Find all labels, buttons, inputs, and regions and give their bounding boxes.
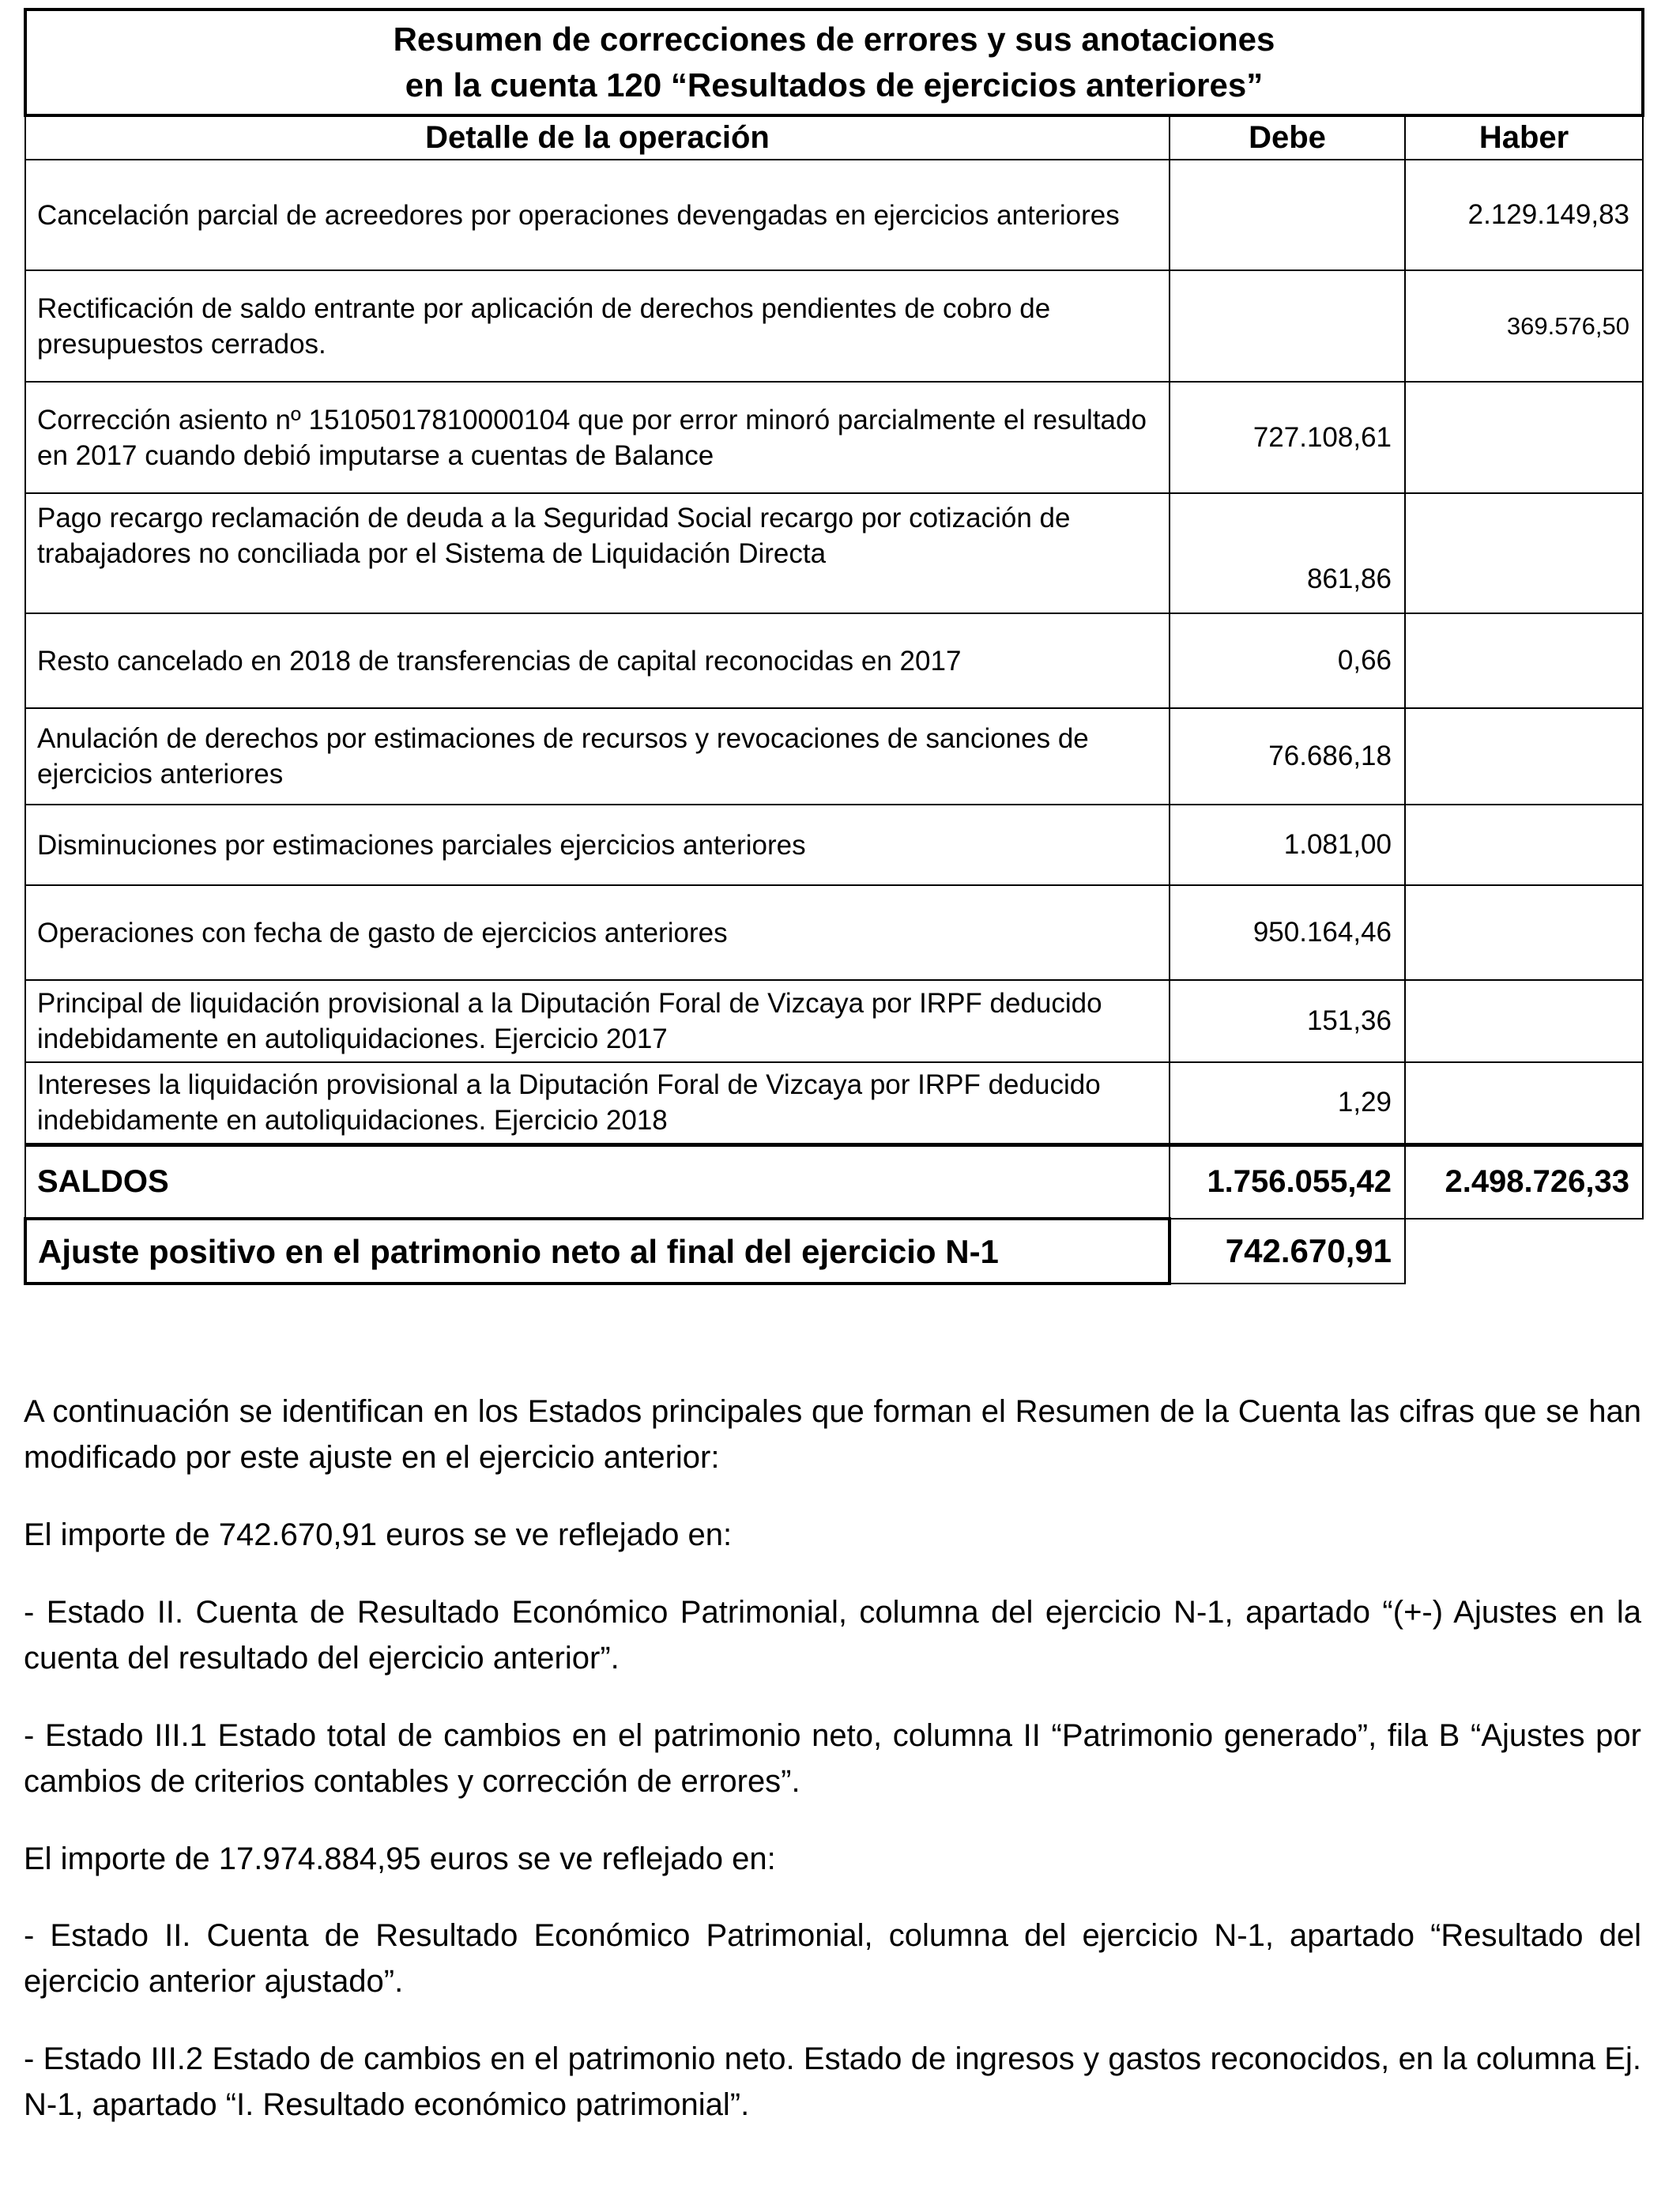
table-row xyxy=(25,493,1643,613)
row-debe: 861,86 xyxy=(1170,493,1405,613)
row-detalle: Intereses la liquidación provisional a la Diputación Foral de Vizcaya por IRPF deducido indebidamente en autoliquidaciones. Ejercicio 2018 xyxy=(25,1062,1170,1144)
table-row xyxy=(25,708,1643,805)
row-debe: 1.081,00 xyxy=(1170,805,1405,885)
row-detalle: Pago recargo reclamación de deuda a la Seguridad Social recargo por cotización de trabajadores no conciliada por el Sistema de Liquidación Directa xyxy=(25,493,1170,613)
row-detalle: Operaciones con fecha de gasto de ejercicios anteriores xyxy=(25,885,1170,980)
paragraph: El importe de 17.974.884,95 euros se ve reflejado en: xyxy=(24,1842,776,1876)
ajuste-label: Ajuste positivo en el patrimonio neto al final del ejercicio N-1 xyxy=(25,1219,1170,1284)
table-row xyxy=(25,885,1643,980)
row-haber xyxy=(1405,885,1643,980)
row-haber xyxy=(1405,613,1643,708)
saldos-debe: 1.756.055,42 xyxy=(1170,1144,1405,1219)
row-detalle: Disminuciones por estimaciones parciales ejercicios anteriores xyxy=(25,805,1170,885)
ajuste-empty-cell xyxy=(1405,1219,1643,1284)
ajuste-row xyxy=(25,1219,1643,1284)
header-haber: Haber xyxy=(1405,115,1643,160)
row-detalle: Rectificación de saldo entrante por aplicación de derechos pendientes de cobro de presupuestos cerrados. xyxy=(25,270,1170,382)
row-debe: 727.108,61 xyxy=(1170,382,1405,493)
row-debe: 1,29 xyxy=(1170,1062,1405,1144)
row-haber xyxy=(1405,805,1643,885)
table-row xyxy=(25,270,1643,382)
paragraph: - Estado II. Cuenta de Resultado Económico Patrimonial, columna del ejercicio N-1, apartado “(+-) Ajustes en la cuenta del resultado del ejercicio anterior”. xyxy=(24,1595,1641,1676)
saldos-haber: 2.498.726,33 xyxy=(1405,1144,1643,1219)
saldos-row xyxy=(25,1144,1643,1219)
row-debe xyxy=(1170,270,1405,382)
row-haber xyxy=(1405,708,1643,805)
row-haber: 2.129.149,83 xyxy=(1405,160,1643,270)
paragraph: El importe de 742.670,91 euros se ve reflejado en: xyxy=(24,1517,733,1552)
table-title-line-1: Resumen de correcciones de errores y sus anotaciones xyxy=(393,21,1275,58)
table-row xyxy=(25,382,1643,493)
table-row xyxy=(25,160,1643,270)
row-haber xyxy=(1405,1062,1643,1144)
row-detalle: Anulación de derechos por estimaciones de recursos y revocaciones de sanciones de ejercicios anteriores xyxy=(25,708,1170,805)
table-title-row xyxy=(25,9,1643,115)
row-debe: 0,66 xyxy=(1170,613,1405,708)
table-row xyxy=(25,980,1643,1062)
corrections-table xyxy=(24,8,1644,1285)
row-debe xyxy=(1170,160,1405,270)
table-row xyxy=(25,1062,1643,1144)
header-detalle: Detalle de la operación xyxy=(25,115,1170,160)
row-detalle: Cancelación parcial de acreedores por operaciones devengadas en ejercicios anteriores xyxy=(25,160,1170,270)
table-row xyxy=(25,805,1643,885)
table-title-line-2: en la cuenta 120 “Resultados de ejercicios anteriores” xyxy=(405,66,1264,104)
row-detalle: Resto cancelado en 2018 de transferencias de capital reconocidas en 2017 xyxy=(25,613,1170,708)
row-haber: 369.576,50 xyxy=(1405,270,1643,382)
header-debe: Debe xyxy=(1170,115,1405,160)
table-row xyxy=(25,613,1643,708)
ajuste-value: 742.670,91 xyxy=(1170,1219,1405,1284)
row-haber xyxy=(1405,382,1643,493)
table-header-row xyxy=(25,115,1643,160)
row-debe: 76.686,18 xyxy=(1170,708,1405,805)
paragraph: A continuación se identifican en los Estados principales que forman el Resumen de la Cuenta las cifras que se han modificado por este ajuste en el ejercicio anterior: xyxy=(24,1394,1641,1475)
row-haber xyxy=(1405,980,1643,1062)
row-haber xyxy=(1405,493,1643,613)
row-detalle: Principal de liquidación provisional a la Diputación Foral de Vizcaya por IRPF deducido indebidamente en autoliquidaciones. Ejercicio 2017 xyxy=(25,980,1170,1062)
row-debe: 950.164,46 xyxy=(1170,885,1405,980)
paragraph: - Estado III.2 Estado de cambios en el patrimonio neto. Estado de ingresos y gastos reconocidos, en la columna Ej. N-1, apartado “I. Resultado económico patrimonial”. xyxy=(24,2041,1641,2122)
table-title xyxy=(25,9,1643,115)
saldos-label: SALDOS xyxy=(25,1144,1170,1219)
paragraph: - Estado III.1 Estado total de cambios en el patrimonio neto, columna II “Patrimonio generado”, fila B “Ajustes por cambios de criterios contables y corrección de errores”. xyxy=(24,1718,1641,1799)
paragraph: - Estado II. Cuenta de Resultado Económico Patrimonial, columna del ejercicio N-1, apartado “Resultado del ejercicio anterior ajustado”. xyxy=(24,1918,1641,1999)
row-debe: 151,36 xyxy=(1170,980,1405,1062)
row-detalle: Corrección asiento nº 15105017810000104 que por error minoró parcialmente el resultado en 2017 cuando debió imputarse a cuentas de Balance xyxy=(25,382,1170,493)
